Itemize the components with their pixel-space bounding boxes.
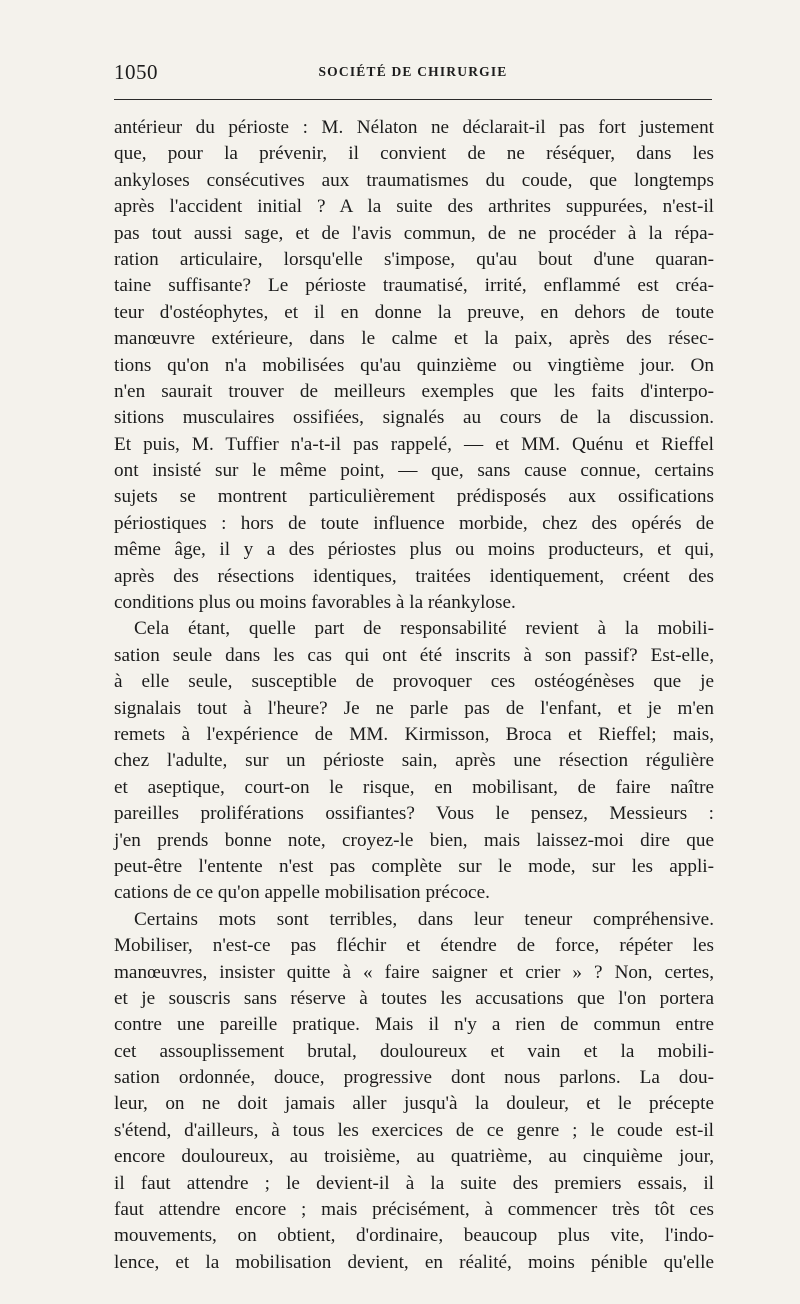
text-line: ont insisté sur le même point, — que, sans cause connue, certains xyxy=(114,460,714,482)
text-line: après l'accident initial ? A la suite des arthrites suppurées, n'est-il xyxy=(114,196,714,218)
text-line: il faut attendre ; le devient-il à la suite des premiers essais, il xyxy=(114,1172,714,1194)
running-head xyxy=(114,60,712,88)
text-line: pas tout aussi sage, et de l'avis commun, de ne procéder à la répa- xyxy=(114,222,714,244)
text-line: et aseptique, court-on le risque, en mobilisant, de faire naître xyxy=(114,776,714,798)
text-line: conditions plus ou moins favorables à la réankylose. xyxy=(114,592,516,614)
text-line: encore douloureux, au troisième, au quatrième, au cinquième jour, xyxy=(114,1146,714,1168)
paragraph-first-line: Certains mots sont terribles, dans leur teneur compréhensive. xyxy=(134,908,714,930)
text-line: peut-être l'entente n'est pas complète sur le mode, sur les appli- xyxy=(114,855,714,877)
text-line: s'étend, d'ailleurs, à tous les exercices de ce genre ; le coude est-il xyxy=(114,1119,714,1141)
text-line: ankyloses consécutives aux traumatismes du coude, que longtemps xyxy=(114,169,714,191)
text-line: cations de ce qu'on appelle mobilisation précoce. xyxy=(114,882,490,904)
text-line: lence, et la mobilisation devient, en réalité, moins pénible qu'elle xyxy=(114,1251,714,1273)
text-line: que, pour la prévenir, il convient de ne réséquer, dans les xyxy=(114,143,714,165)
text-line: n'en saurait trouver de meilleurs exemples que les faits d'interpo- xyxy=(114,380,714,402)
text-line: manœuvre extérieure, dans le calme et la paix, après des résec- xyxy=(114,328,714,350)
page-number: 1050 xyxy=(114,60,158,84)
text-line: sujets se montrent particulièrement prédisposés aux ossifications xyxy=(114,486,714,508)
journal-title: SOCIÉTÉ DE CHIRURGIE xyxy=(318,64,508,79)
text-line: faut attendre encore ; mais précisément, à commencer très tôt ces xyxy=(114,1199,714,1221)
text-line: à elle seule, susceptible de provoquer ces ostéogénèses que je xyxy=(114,671,714,693)
text-line: même âge, il y a des périostes plus ou moins producteurs, et qui, xyxy=(114,539,714,561)
text-line: sation seule dans les cas qui ont été inscrits à son passif? Est-elle, xyxy=(114,644,714,666)
text-line: périostiques : hors de toute influence morbide, chez des opérés de xyxy=(114,512,714,534)
text-line: contre une pareille pratique. Mais il n'y a rien de commun entre xyxy=(114,1014,714,1036)
text-line: j'en prends bonne note, croyez-le bien, mais laissez-moi dire que xyxy=(114,829,714,851)
text-line: ration articulaire, lorsqu'elle s'impose, qu'au bout d'une quaran- xyxy=(114,248,714,270)
text-line: Et puis, M. Tuffier n'a-t-il pas rappelé, — et MM. Quénu et Rieffel xyxy=(114,433,714,455)
text-line: sitions musculaires ossifiées, signalés au cours de la discussion. xyxy=(114,407,714,429)
text-line: leur, on ne doit jamais aller jusqu'à la douleur, et le précepte xyxy=(114,1093,714,1115)
text-line: teur d'ostéophytes, et il en donne la preuve, en dehors de toute xyxy=(114,301,714,323)
text-line: et je souscris sans réserve à toutes les accusations que l'on portera xyxy=(114,987,714,1009)
text-line: antérieur du périoste : M. Nélaton ne déclarait-il pas fort justement xyxy=(114,117,714,138)
text-line: Mobiliser, n'est-ce pas fléchir et étendre de force, répéter les xyxy=(114,935,714,957)
text-line: manœuvres, insister quitte à « faire saigner et crier » ? Non, certes, xyxy=(114,961,714,983)
text-line: cet assouplissement brutal, douloureux et vain et la mobili- xyxy=(114,1040,714,1062)
text-line: mouvements, on obtient, d'ordinaire, beaucoup plus vite, l'indo- xyxy=(114,1225,714,1247)
body-text xyxy=(114,115,714,1276)
text-line: taine suffisante? Le périoste traumatisé, irrité, enflammé est créa- xyxy=(114,275,714,297)
paragraph-first-line: Cela étant, quelle part de responsabilité revient à la mobili- xyxy=(134,618,714,640)
header-rule xyxy=(114,99,712,100)
text-line: chez l'adulte, sur un périoste sain, après une résection régulière xyxy=(114,750,714,772)
text-line: pareilles proliférations ossifiantes? Vous le pensez, Messieurs : xyxy=(114,803,714,825)
text-line: sation ordonnée, douce, progressive dont nous parlons. La dou- xyxy=(114,1067,714,1089)
text-line: remets à l'expérience de MM. Kirmisson, Broca et Rieffel; mais, xyxy=(114,723,714,745)
text-line: signalais tout à l'heure? Je ne parle pas de l'enfant, et je m'en xyxy=(114,697,714,719)
text-line: après des résections identiques, traitées identiquement, créent des xyxy=(114,565,714,587)
text-line: tions qu'on n'a mobilisées qu'au quinzième ou vingtième jour. On xyxy=(114,354,714,376)
